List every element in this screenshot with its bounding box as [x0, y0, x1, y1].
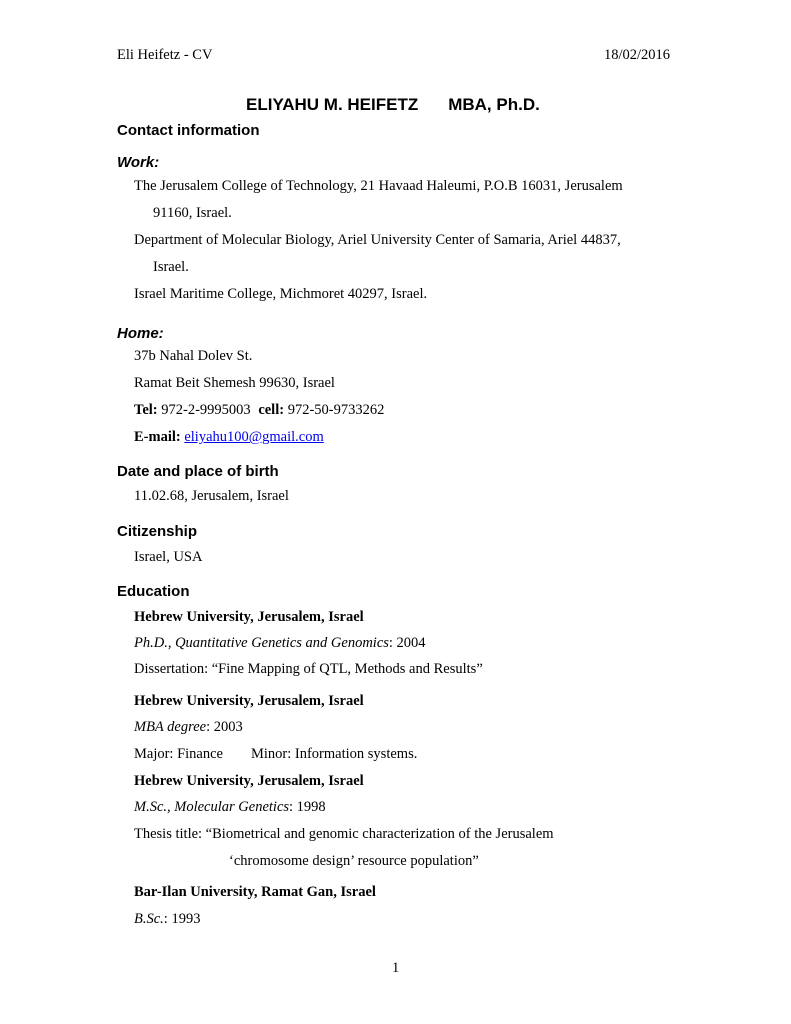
home-address-1: 37b Nahal Dolev St.: [134, 348, 253, 364]
bsc-degree-line: [134, 911, 200, 928]
name: ELIYAHU M. HEIFETZ: [246, 95, 419, 114]
email-line: [134, 429, 324, 446]
header-title: Eli Heifetz - CV: [117, 47, 213, 63]
citizenship-value: Israel, USA: [134, 549, 203, 565]
work-address-2-cont: Israel.: [153, 259, 189, 275]
msc-thesis-cont: ‘chromosome design’ resource population”: [229, 853, 479, 869]
birth-heading: Date and place of birth: [117, 463, 279, 480]
phd-degree-line: [134, 635, 426, 652]
msc-institution: Hebrew University, Jerusalem, Israel: [134, 773, 364, 789]
mba-degree: MBA degree: [134, 719, 207, 735]
work-heading: Work:: [117, 154, 160, 171]
mba-major-minor: [134, 746, 417, 763]
header-date: 18/02/2016: [604, 47, 671, 63]
mba-degree-line: [134, 719, 243, 736]
msc-degree-line: [134, 799, 326, 816]
msc-thesis: Thesis title: “Biometrical and genomic characterization of the Jerusalem: [134, 826, 554, 842]
mba-institution: Hebrew University, Jerusalem, Israel: [134, 693, 364, 709]
tel-value: 972-2-9995003: [161, 402, 251, 418]
page-number: 1: [392, 960, 400, 976]
phd-institution: Hebrew University, Jerusalem, Israel: [134, 609, 364, 625]
education-heading: Education: [117, 583, 190, 600]
birth-value: 11.02.68, Jerusalem, Israel: [134, 488, 289, 504]
phd-dissertation: Dissertation: “Fine Mapping of QTL, Methods and Results”: [134, 661, 483, 677]
bsc-year: : 1993: [163, 911, 201, 927]
email-link[interactable]: eliyahu100@gmail.com: [184, 429, 324, 445]
mba-year: : 2003: [206, 719, 243, 735]
msc-degree: M.Sc., Molecular Genetics: [134, 799, 290, 815]
home-address-2: Ramat Beit Shemesh 99630, Israel: [134, 375, 335, 391]
page-title: [246, 95, 540, 115]
home-heading: Home:: [117, 325, 164, 342]
bsc-institution: Bar-Ilan University, Ramat Gan, Israel: [134, 884, 376, 900]
phd-degree: Ph.D., Quantitative Genetics and Genomics: [134, 635, 389, 651]
work-address-1: The Jerusalem College of Technology, 21 Havaad Haleumi, P.O.B 16031, Jerusalem: [134, 178, 623, 194]
work-address-1-cont: 91160, Israel.: [153, 205, 232, 221]
phd-year: : 2004: [388, 635, 426, 651]
bsc-degree: B.Sc.: [134, 911, 164, 927]
work-address-3: Israel Maritime College, Michmoret 40297, Israel.: [134, 286, 428, 302]
mba-minor: Minor: Information systems.: [251, 746, 418, 762]
msc-year: : 1998: [289, 799, 326, 815]
cell-label: cell:: [258, 402, 285, 418]
degrees: MBA, Ph.D.: [448, 95, 540, 114]
cell-value: 972-50-9733262: [287, 402, 385, 418]
work-address-2: Department of Molecular Biology, Ariel University Center of Samaria, Ariel 44837,: [134, 232, 621, 248]
citizenship-heading: Citizenship: [117, 523, 198, 540]
contact-heading: Contact information: [117, 122, 260, 139]
email-label: E-mail:: [134, 429, 181, 445]
phone-line: [134, 402, 384, 419]
mba-major: Major: Finance: [134, 746, 223, 762]
tel-label: Tel:: [134, 402, 158, 418]
